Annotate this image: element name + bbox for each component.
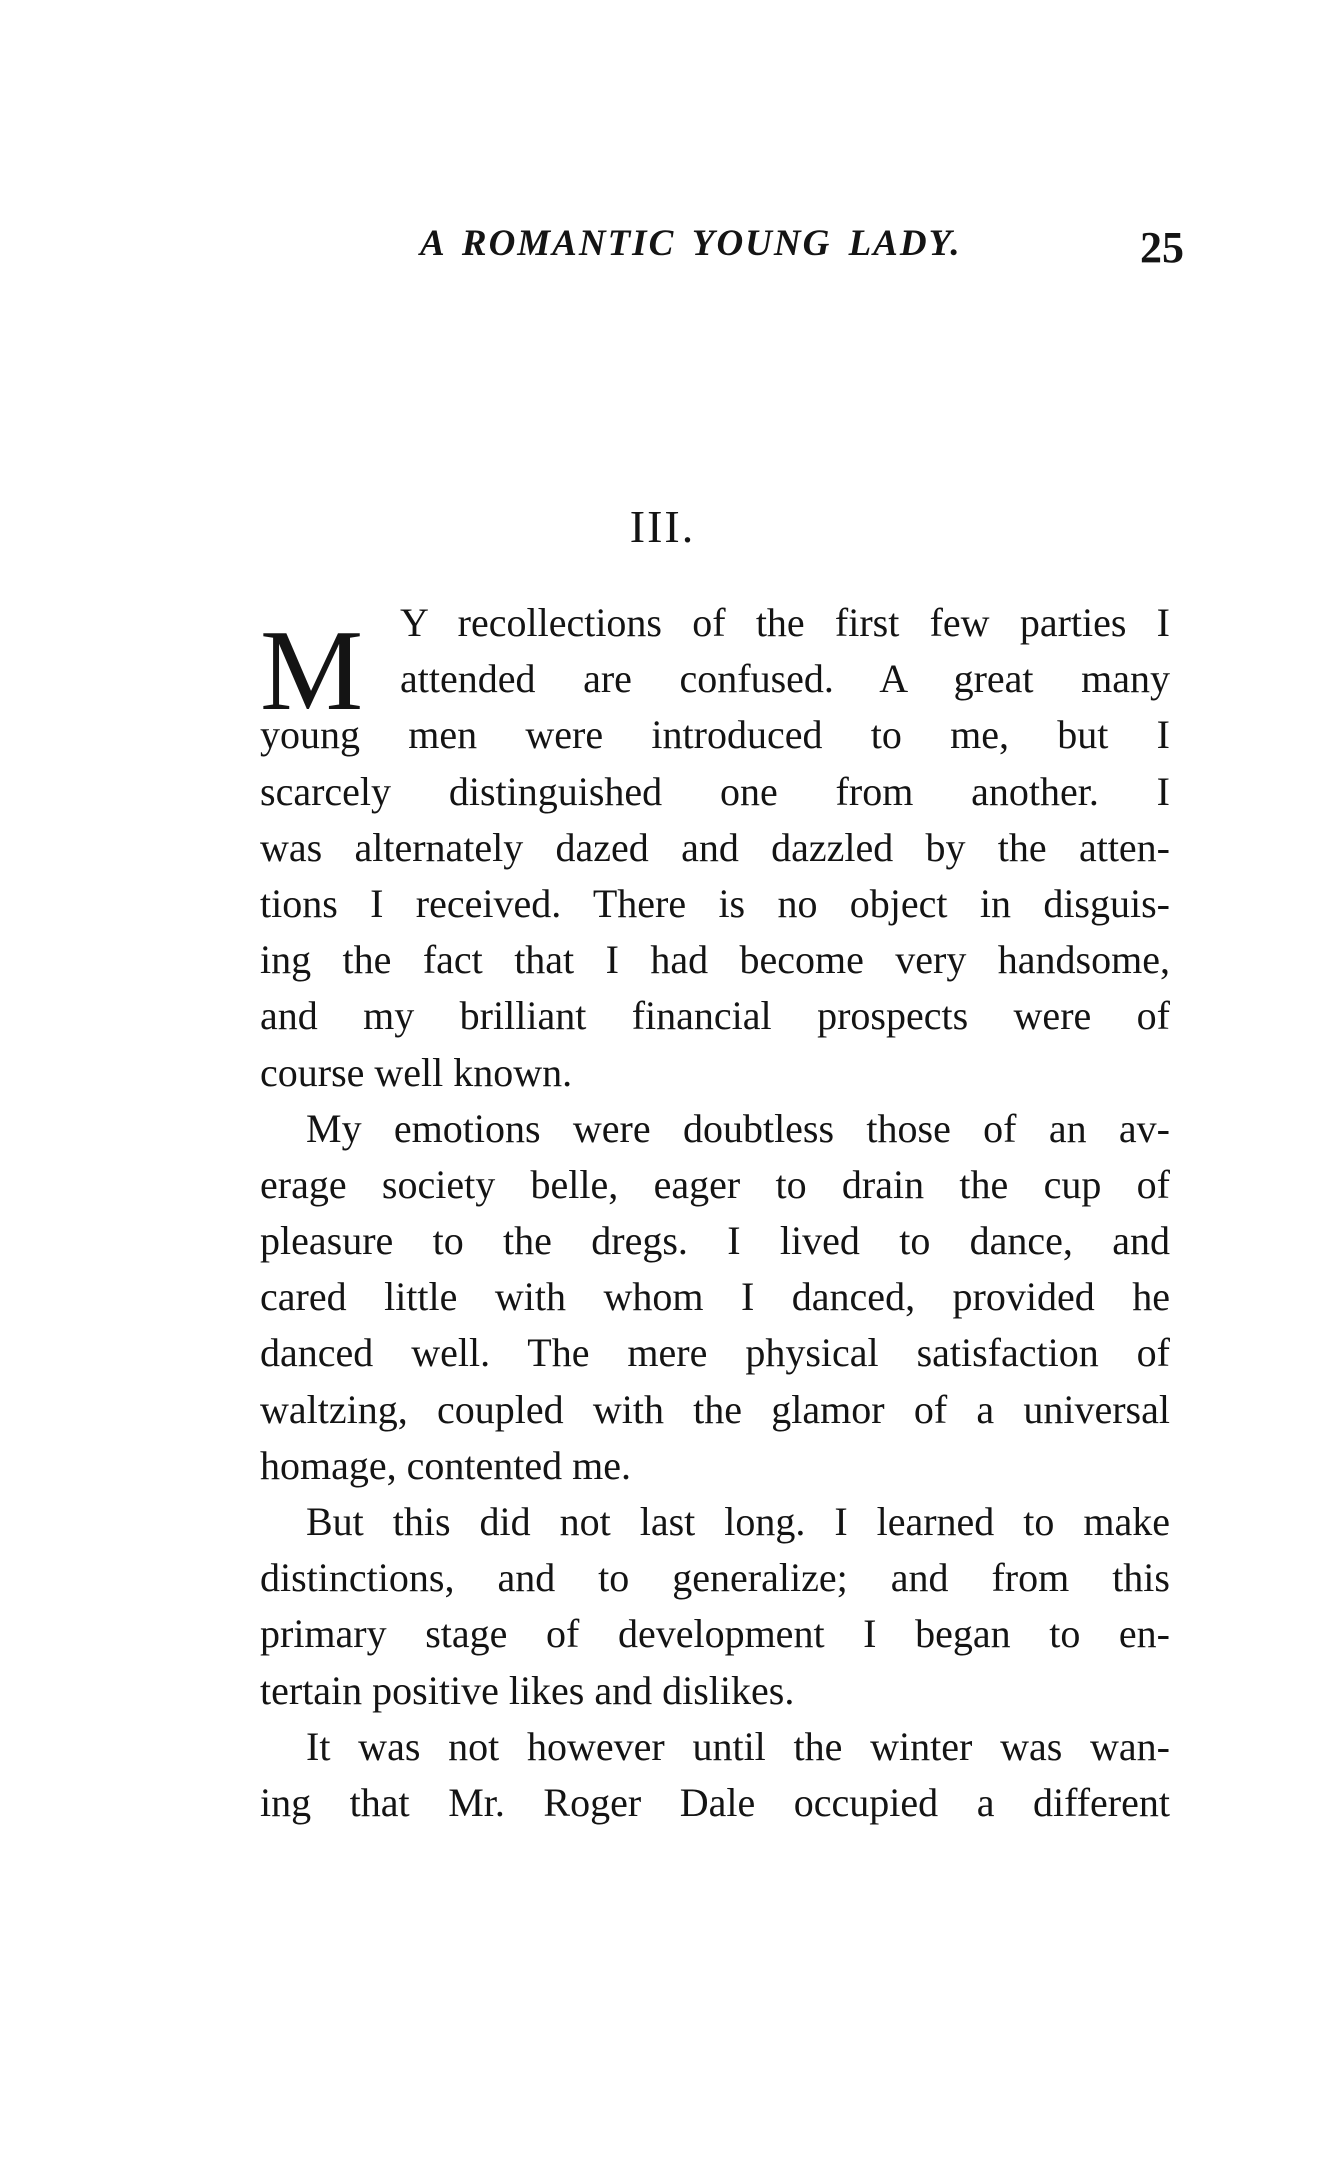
text-line: pleasure to the dregs. I lived to dance, and (260, 1218, 1170, 1264)
text-line: danced well. The mere physical satisfaction of (260, 1330, 1170, 1376)
text-line: erage society belle, eager to drain the cup of (260, 1161, 1170, 1207)
text-line: was alternately dazed and dazzled by the atten- (260, 824, 1170, 870)
chapter-heading: III. (629, 501, 696, 552)
running-title: A ROMANTIC YOUNG LADY. (420, 223, 962, 264)
body-text (260, 595, 1170, 1831)
text-line: attended are confused. A great many (400, 656, 1170, 702)
drop-cap: M (260, 607, 364, 735)
text-line: and my brilliant financial prospects were of (260, 993, 1170, 1039)
text-line: tions I received. There is no object in disguis- (260, 880, 1170, 926)
text-line: waltzing, coupled with the glamor of a universal (260, 1386, 1170, 1432)
text-line: It was not however until the winter was wan- (306, 1723, 1170, 1769)
text-line: homage, contented me. (260, 1442, 631, 1488)
text-line: scarcely distinguished one from another. I (260, 768, 1170, 814)
text-line: Y recollections of the first few parties I (400, 600, 1170, 645)
text-line: primary stage of development I began to en- (260, 1611, 1170, 1657)
page-number: 25 (1140, 223, 1184, 272)
text-line: ing the fact that I had become very handsome, (260, 937, 1170, 983)
text-line: cared little with whom I danced, provided he (260, 1274, 1170, 1320)
text-line: course well known. (260, 1049, 573, 1095)
text-line: distinctions, and to generalize; and from this (260, 1555, 1170, 1601)
text-line: But this did not last long. I learned to make (306, 1499, 1170, 1544)
text-line: My emotions were doubtless those of an av- (306, 1105, 1170, 1151)
text-line: ing that Mr. Roger Dale occupied a different (260, 1779, 1170, 1825)
text-line: tertain positive likes and dislikes. (260, 1667, 795, 1713)
text-line: young men were introduced to me, but I (260, 712, 1170, 758)
